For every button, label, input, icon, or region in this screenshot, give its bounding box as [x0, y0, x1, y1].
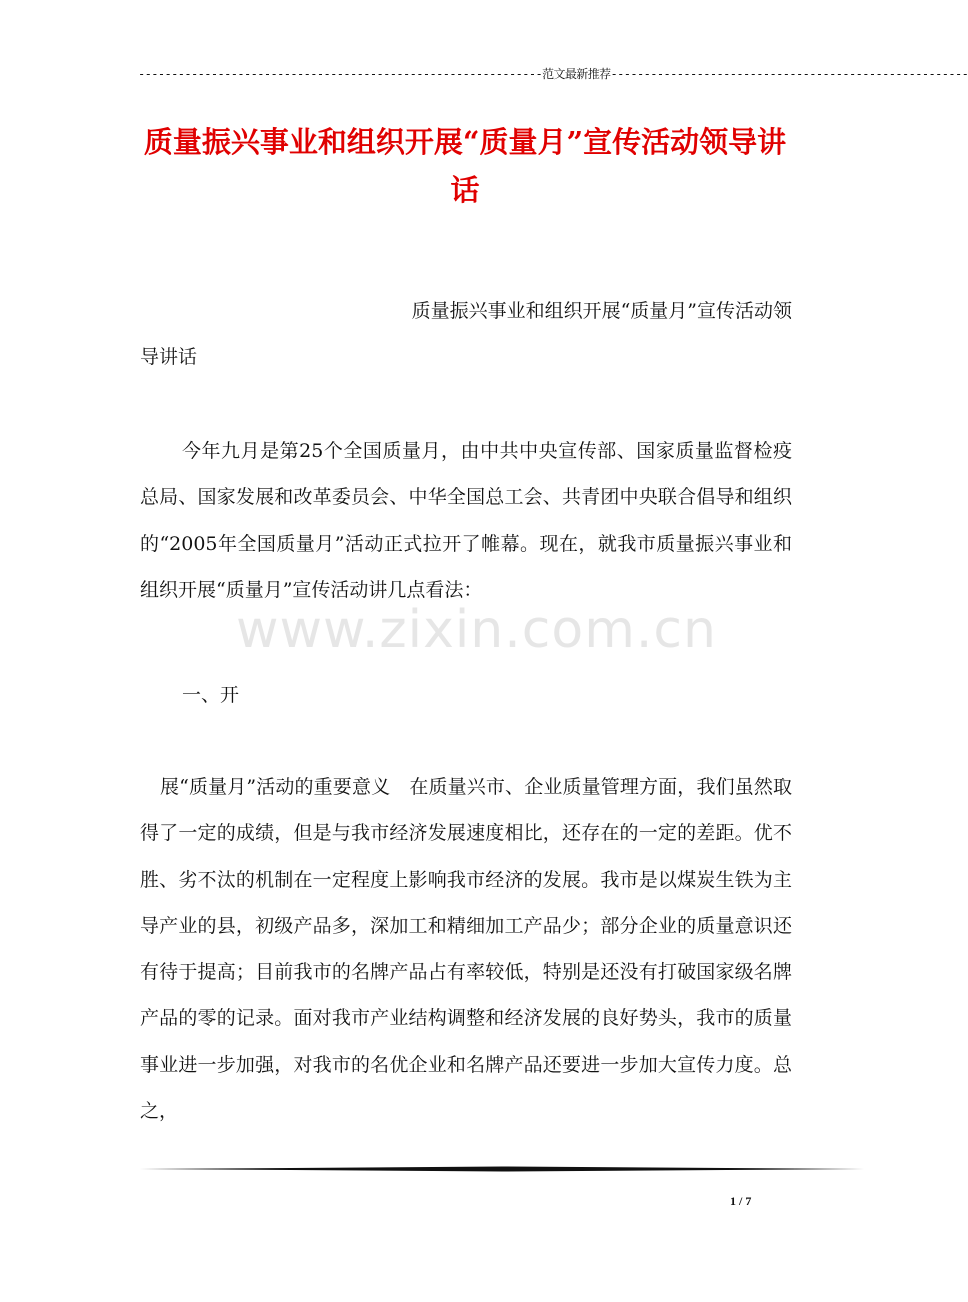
paragraph-body: 展“质量月”活动的重要意义 在质量兴市、企业质量管理方面，我们虽然取得了一定的成绩，但是与我市经济发展速度相比，还存在的一定的差距。优不胜、劣不汰的机制在一定程度上影响我市经济的发展。我市是以煤炭生铁为主导产业的县，初级产品多，深加工和精细加工产品少；部分企业的质量意识还有待于提高；目前我市的名牌产品占有率较低，特别是还没有打破国家级名牌产品的零的记录。面对我市产业结构调整和经济发展的良好势头，我市的质量事业进一步加强，对我市的名优企业和名牌产品还要进一步加大宣传力度。总之，: [140, 776, 792, 1123]
document-subtitle: [140, 288, 792, 380]
page-header: -------------------------------------------------------------范文最新推荐------------------------------------------------------: [138, 67, 968, 81]
subtitle-line-1: 质量振兴事业和组织开展“质量月”宣传活动领: [411, 300, 792, 322]
subtitle-line-2: 导讲话: [140, 346, 198, 368]
document-title: 质量振兴事业和组织开展“质量月”宣传活动领导讲话: [143, 125, 787, 207]
footer-divider: [140, 1166, 864, 1172]
section-heading: 一、开: [182, 684, 240, 706]
watermark: www.zixin.com.cn: [236, 600, 717, 660]
paragraph-intro: 今年九月是第25个全国质量月，由中共中央宣传部、国家质量监督检疫总局、国家发展和改革委员会、中华全国总工会、共青团中央联合倡导和组织的“2005年全国质量月”活动正式拉开了帷幕。现在，就我市质量振兴事业和组织开展“质量月”宣传活动讲几点看法：: [140, 440, 792, 601]
page-number: 1 / 7: [730, 1194, 752, 1208]
